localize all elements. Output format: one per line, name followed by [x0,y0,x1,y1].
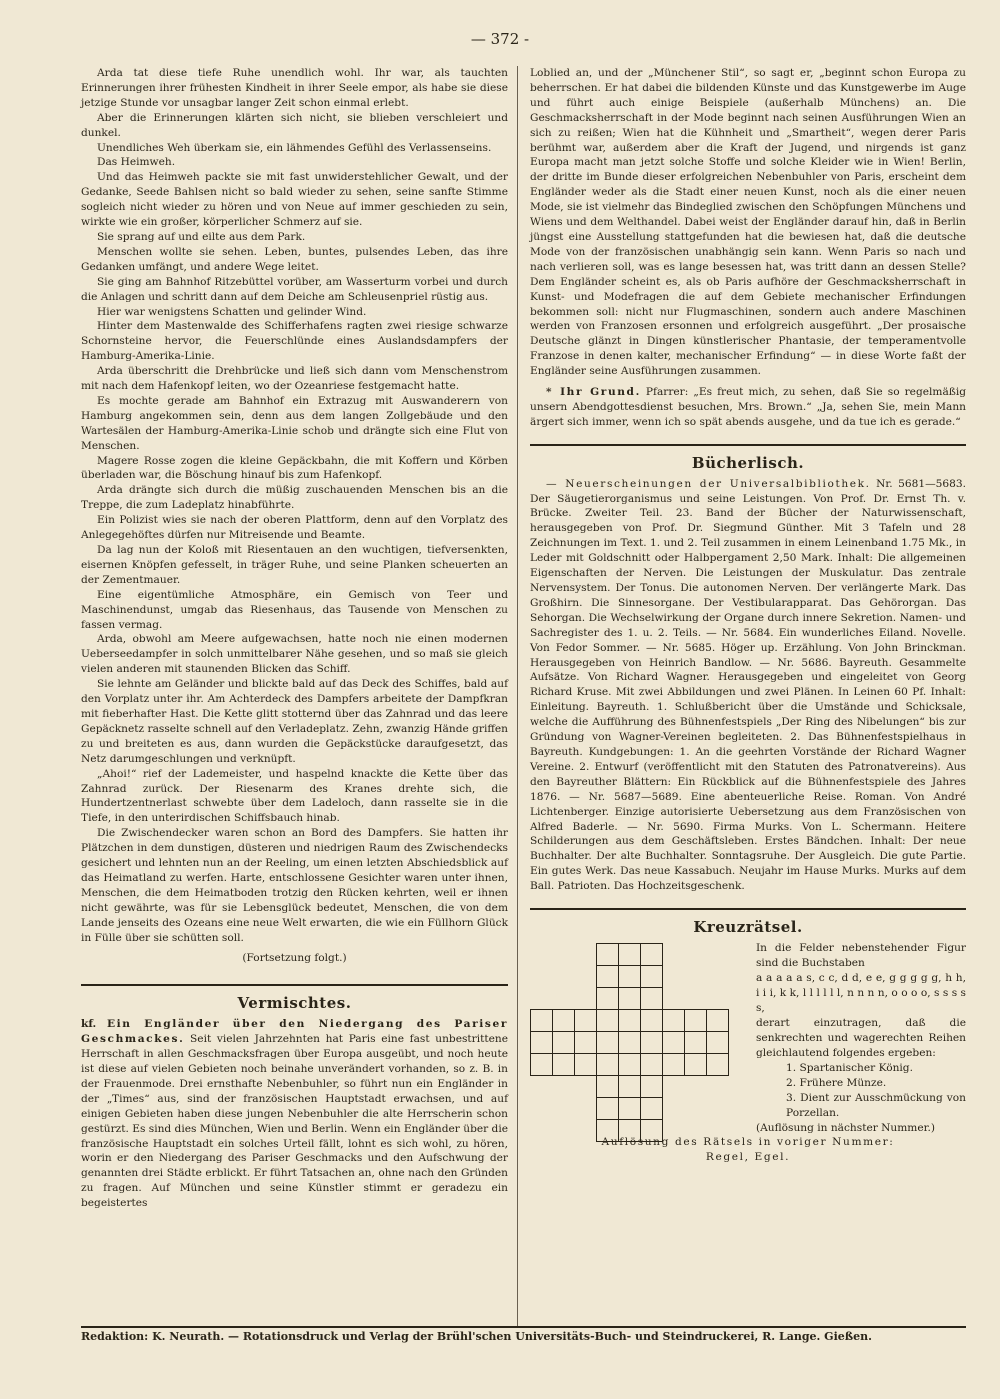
article-title: Ein Engländer über den Niedergang des Pariser Geschmackes. [81,1018,508,1046]
grid-cell [596,1031,619,1054]
grid-cell [684,1009,707,1032]
grid-cell [618,987,641,1010]
grid-cell [596,1075,619,1098]
puzzle-letters: a a a a a s, c c, d d, e e, g g g g g, h h, i i i, k k, l l l l l l, n n n n, o o o o, s s s s s, [756,971,966,1014]
puzzle-clues [756,1061,966,1121]
serial-story [81,66,508,945]
grid-cell [574,1053,597,1076]
story-paragraph: Ein Polizist wies sie nach der oberen Plattform, denn auf den Vorplatz des Anlegegehöftes dürfen nur Mitreisende und Beamte. [81,514,508,542]
grid-cell [640,1053,663,1076]
puzzle-instruction: derart einzutragen, daß die senkrechten und wagerechten Reihen gleichlautend folgendes ergeben: [756,1016,966,1059]
solution-label: Auflösung des Rätsels in voriger Nummer: [601,1135,895,1148]
solution-value: Regel, Egel. [705,1150,791,1163]
grid-cell [640,1097,663,1120]
story-paragraph: Unendliches Weh überkam sie, ein lähmendes Gefühl des Verlassenseins. [97,141,492,154]
grid-cell [596,1119,619,1142]
grid-cell [684,1053,707,1076]
grid-cell [706,1053,729,1076]
article-paris-taste [81,1017,508,1211]
story-paragraph: Arda, obwohl am Meere aufgewachsen, hatte noch nie einen modernen Ueberseedampfer in solch unmittelbarer Nähe gesehen, und so maß sie gleich vielen anderen mit staunenden Blicken das Schiff. [81,633,508,676]
story-paragraph: Menschen wollte sie sehen. Leben, buntes, pulsendes Leben, das ihre Gedanken umfängt, und andere Wege leitet. [81,245,508,273]
article-body: Seit vielen Jahrzehnten hat Paris eine fast unbestrittene Herrschaft in allen Geschmacksfragen über Europa ausgeübt, und noch heute ist diese auf vielen Gebieten noch beinahe unverändert vorhanden, so z. B. in der Frauenmode. Drei ernsthafte Nebenbuhler, so führt nun ein Engländer in der „Times“ aus, sind der französischen Hauptstadt erwachsen, und auf einigen Gebieten haben diese jungen Nebenbuhler die alte Herrscherin schon gestürzt. Es sind dies München, Wien und Berlin. Wenn ein Engländer über die französische Hauptstadt ein solches Urteil fällt, lohnt es sich wohl, zu hören, worin er den Niedergang des Pariser Geschmacks und den Aufschwung der genannten drei Städte erblickt. Er führt Tatsachen an, ohne nach den Gründen zu fragen. Auf München und seine Künstler stimmt er geradezu ein begeistertes [81,1033,508,1210]
puzzle-clue: 2. Frühere Münze. [786,1076,887,1089]
story-paragraph: Sie lehnte am Geländer und blickte bald auf das Deck des Schiffes, bald auf den Vorplatz unter ihr. Am Achterdeck des Dampfers arbeitete der Dampfkran mit fieberhafter Hast. Die Kette glitt stotternd über das Zahnrad und das leere Gepäcknetz rasselte schnell auf den Verladeplatz. Zehn, zwanzig Hände griffen zu und breiteten es aus, dann wurden die Gepäckstücke daraufgesetzt, das Netz darumgeschlungen und verknüpft. [81,678,508,765]
right-column [530,66,966,1165]
grid-cell [596,1097,619,1120]
story-paragraph: Das Heimweh. [97,156,176,169]
grid-cell [684,1031,707,1054]
grid-cell [596,1053,619,1076]
grid-cell [596,943,619,966]
divider [530,444,966,446]
grid-cell [618,1031,641,1054]
grid-cell [618,1075,641,1098]
story-paragraph: Da lag nun der Koloß mit Riesentauen an den wuchtigen, tiefversenkten, eisernen Knöpfen gefesselt, in träger Ruhe, und seine Planken scheuerten an der Zementmauer. [81,544,508,586]
grid-cell [662,1053,685,1076]
story-paragraph: Arda überschritt die Drehbrücke und ließ sich dann vom Menschenstrom mit nach dem Hafenkopf leiten, wo der Ozeanriese festgemacht hatte. [81,365,508,393]
grid-cell [618,943,641,966]
grid-cell [640,1075,663,1098]
article-continued: Loblied an, und der „Münchener Stil“, so sagt er, „beginnt schon Europa zu beherrschen. Er hat dabei die bildenden Künste und das Kunstgewerbe im Auge und führt auch einige Beispiele (außerhalb Münchens) an. Die Geschmacksherrschaft in der Mode beginnt nach seinen Ausführungen Wien an sich zu reißen; Wien hat die Kühnheit und „Smartheit“, wegen derer Paris berühmt war, außerdem aber die Kraft der Jugend, und nirgends ist ganz Europa macht man jetzt solche Stoffe und solche Kleider wie in Wien! Berlin, der dritte im Bunde dieser erfolgreichen Nebenbuhler von Paris, erscheint dem Engländer weder als die Stadt einer neuen Kunst, noch als die einer neuen Mode, sie ist vielmehr das Bindeglied zwischen den Schöpfungen Münchens und Wiens und dem Welthandel. Dabei weist der Engländer darauf hin, daß in Berlin jüngst eine Ausstellung stattgefunden hat die bewiesen hat, daß die deutsche Mode von der französischen unabhängig sein kann. Wenn Paris so nach und nach verlieren soll, was es lange besessen hat, was tritt dann an dessen Stelle? Dem Engländer scheint es, als ob Paris aufhöre der Geschmacksherrschaft in Kunst- und Modefragen die auf dem Gebiete mechanischer Erfindungen bekommen soll: nicht nur Flugmaschinen, sondern auch andere Maschinen werden von Franzosen ersonnen und erfolgreich ausgeführt. „Der prosaische Deutsche glänzt in Dingen künstlerischer Phantasie, der temperamentvolle Franzose in denen kalter, mechanischer Erfindung“ — in diese Worte faßt der Engländer seine Ausführungen zusammen. [530,67,966,378]
grid-cell [530,1009,553,1032]
puzzle-intro: In die Felder nebenstehender Figur sind die Buchstaben [756,941,966,969]
grid-cell [530,1053,553,1076]
joke [530,385,966,430]
story-paragraph: Arda drängte sich durch die müßig zuschauenden Menschen bis an die Treppe, die zum Ladeplatz hinabführte. [81,484,508,512]
grid-cell [596,1009,619,1032]
grid-cell [618,1119,641,1142]
divider [81,984,508,986]
crossword-puzzle [530,941,966,1134]
grid-cell [706,1031,729,1054]
imprint: Redaktion: K. Neurath. — Rotationsdruck und Verlag der Brühl'schen Universitäts-Buch- und Steindruckerei, R. Lange. Gießen. [81,1330,872,1343]
story-paragraph: „Ahoi!“ rief der Lademeister, und haspelnd knackte die Kette über das Zahnrad zurück. Der Riesenarm des Kranes drehte sich, die Hundertzentnerlast schwebte über dem Ladeloch, dann rasselte sie in die Tiefe, in den unterirdischen Schiffsbauch hinab. [81,767,508,825]
grid-cell [596,987,619,1010]
footer-rule [81,1326,966,1328]
grid-cell [618,965,641,988]
grid-cell [662,1031,685,1054]
story-paragraph: Magere Rosse zogen die kleine Gepäckbahn, die mit Koffern und Körben überladen war, die Böschung hinauf bis zum Hafenkopf. [81,454,508,482]
divider [530,908,966,910]
grid-cell [574,1031,597,1054]
joke-text: Pfarrer: „Es freut mich, zu sehen, daß Sie so regelmäßig unsern Abendgottesdienst besuchen, Mrs. Brown.“ „Ja, sehen Sie, mein Mann ärgert sich immer, wenn ich so spät abends ausgehe, und da tue ich es gerade.“ [530,386,967,428]
books-text: Nr. 5681—5683. Der Säugetierorganismus und seine Leistungen. Von Prof. Dr. Ernst Th. v. Brücke. Zweiter Teil. 23. Band der Bücher der Naturwissenschaft, herausgegeben von Prof. Dr. Siegmund Günther. Mit 3 Tafeln und 28 Zeichnungen im Text. 1. und 2. Teil zusammen in einem Leinenband 1.75 Mk., in Leder mit Goldschnitt oder Halbpergament 2,50 Mark. Inhalt: Die allgemeinen Eigenschaften der Nerven. Die Leistungen der Muskulatur. Das zentrale Nervensystem. Der Tonus. Die autonomen Nerven. Der verlängerte Mark. Das Großhirn. Die Sinnesorgane. Der Vestibularapparat. Das Gehörorgan. Das Sehorgan. Die Wechselwirkung der Organe durch innere Sekretion. Namen- und Sachregister des 1. u. 2. Teils. — Nr. 5684. Ein wunderliches Eiland. Novelle. Von Fedor Sommer. — Nr. 5685. Höger up. Erzählung. Von John Brinckman. Herausgegeben von Heinrich Bandlow. — Nr. 5686. Bayreuth. Gesammelte Aufsätze. Von Richard Wagner. Herausgegeben und eingeleitet von Georg Richard Kruse. Mit zwei Abbildungen und zwei Plänen. In Leinen 60 Pf. Inhalt: Einleitung. Bayreuth. 1. Schlußbericht über die Umstände und Schicksale, welche die Aufführung des Bühnenfestspiels „Der Ring des Nibelungen“ bis zur Gründung von Wagner-Vereinen begleiteten. 2. Das Bühnenfestspielhaus in Bayreuth. Kundgebungen: 1. An die geehrten Vorstände der Richard Wagner Vereine. 2. Entwurf (veröffentlicht mit den Statuten des Patronatvereins). Aus den Bayreuther Blättern: Ein Rückblick auf die Bühnenfestspiele des Jahres 1876. — Nr. 5687—5689. Eine abenteuerliche Reise. Roman. Von André Lichtenberger. Einzige autorisierte Uebersetzung aus dem Französischen von Alfred Baderle. — Nr. 5690. Firma Murks. Von L. Schermann. Heitere Schilderungen aus dem Geschäftsleben. Erstes Bändchen. Inhalt: Der neue Buchhalter. Der alte Buchhalter. Sonntagsruhe. Der Ausgleich. Die gute Partie. Ein gutes Werk. Das neue Kassabuch. Neujahr im Hause Murks. Murks auf dem Ball. Patrioten. Das Hochzeitsgeschenk. [530,477,966,893]
section-heading-books: Bücherlisch. [691,453,805,472]
continuation-note: (Fortsetzung folgt.) [242,952,347,965]
puzzle-text [756,941,966,1136]
story-paragraph: Hinter dem Mastenwalde des Schifferhafens ragten zwei riesige schwarze Schornsteine hervor, die Feuerschlünde eines Auslandsdampfers der Hamburg-Amerika-Linie. [81,320,508,363]
story-paragraph: Eine eigentümliche Atmosphäre, ein Gemisch von Teer und Maschinendunst, umgab das Riesenhaus, das Tausende von Menschen zu fassen vermag. [81,588,508,631]
grid-cell [662,1009,685,1032]
books-listing [530,477,966,894]
article-lead-label: kf. [81,1018,97,1031]
grid-cell [552,1009,575,1032]
grid-cell [640,1009,663,1032]
grid-cell [640,987,663,1010]
grid-cell [640,943,663,966]
grid-cell [574,1009,597,1032]
grid-cell [640,1031,663,1054]
grid-cell [596,965,619,988]
column-divider [517,66,518,1328]
grid-cell [706,1009,729,1032]
joke-title: * Ihr Grund. [546,386,641,399]
story-paragraph: Sie ging am Bahnhof Ritzebüttel vorüber, am Wasserturm vorbei und durch die Anlagen und schritt dann auf dem Deiche am Schleusenpriel rüstig aus. [81,275,508,303]
story-paragraph: Die Zwischendecker waren schon an Bord des Dampfers. Sie hatten ihr Plätzchen in dem dunstigen, düsteren und niedrigen Raum des Zwischendecks gesichert und lehnten nun an der Reeling, um einen letzten Abschiedsblick auf das Heimatland zu werfen. Harte, entschlossene Gesichter waren unter ihnen, Menschen, die dem Heimatboden trotzig den Rücken kehrten, weil er ihnen nicht gewährte, was für sie Lebensglück bedeutet, Menschen, die von dem Lande jenseits des Ozeans eine neue Welt erwarten, die wie ein Füllhorn Glück in Fülle über sie schütten soll. [81,827,508,944]
grid-cell [640,965,663,988]
grid-cell [552,1031,575,1054]
grid-cell [640,1119,663,1142]
puzzle-clue: 3. Dient zur Ausschmückung von Porzellan. [786,1091,966,1119]
puzzle-clue: 1. Spartanischer König. [786,1061,913,1074]
puzzle-note: (Auflösung in nächster Nummer.) [756,1121,936,1134]
grid-cell [618,1097,641,1120]
grid-cell [530,1031,553,1054]
story-paragraph: Es mochte gerade am Bahnhof ein Extrazug mit Auswanderern von Hamburg angekommen sein, denn aus dem langen Zollgebäude und den Wartesälen der Hamburg-Amerika-Linie schob und drängte sich eine Flut von Menschen. [81,394,508,452]
books-lead: — Neuerscheinungen der Universalbibliothek. [546,477,871,490]
grid-cell [618,1009,641,1032]
story-paragraph: Hier war wenigstens Schatten und gelinder Wind. [97,305,367,318]
section-heading-misc: Vermischtes. [237,994,352,1013]
grid-cell [618,1053,641,1076]
page-number: — 372 - [470,30,530,48]
left-column [81,66,508,1211]
story-paragraph: Arda tat diese tiefe Ruhe unendlich wohl. Ihr war, als tauchten Erinnerungen ihrer frühesten Kindheit in ihrer Seele empor, als habe sie diese jetzige Stunde vor unsagbar langer Zeit schon einmal erlebt. [81,67,508,109]
section-heading-puzzle: Kreuzrätsel. [693,918,803,937]
story-paragraph: Und das Heimweh packte sie mit fast unwiderstehlicher Gewalt, und der Gedanke, Seede Bahlsen nicht so bald wieder zu sehen, seine sanfte Stimme sogleich nicht wieder zu hören und von Neue auf immer geschieden zu sein, wirkte wie ein großer, körperlicher Schmerz auf sie. [81,171,508,229]
grid-cell [552,1053,575,1076]
story-paragraph: Sie sprang auf und eilte aus dem Park. [97,230,306,243]
story-paragraph: Aber die Erinnerungen klärten sich nicht, sie blieben verschleiert und dunkel. [81,111,508,139]
